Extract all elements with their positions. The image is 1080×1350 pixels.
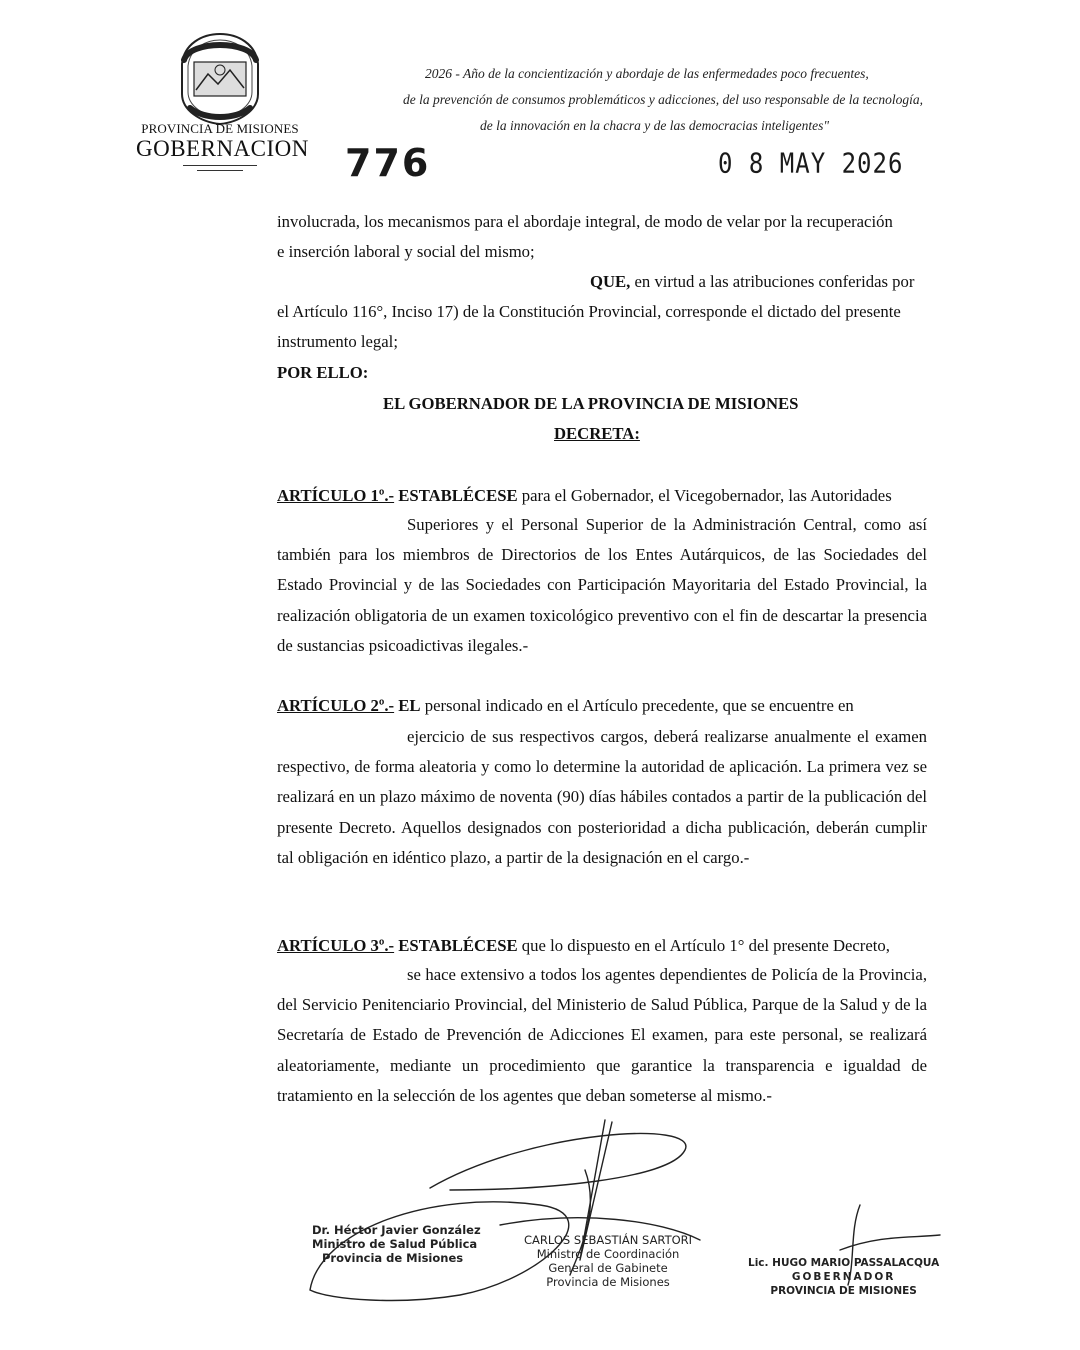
art3-body: se hace extensivo a todos los agentes dependientes de Policía de la Provincia, del Servicio Penitenciario Provincial, del Ministerio de Salud Pública, Parque de la Salud y de la Secretaría de Estado de Prevención de Adicciones El examen, para este personal, se realizará aleatoriamente, mediante un procedimiento que garantice la transparencia e igualdad de tratamiento en la selección de los agentes que deban someterse al mismo.- <box>277 965 927 1105</box>
art2-body: ejercicio de sus respectivos cargos, deberá realizarse anualmente el examen respectivo, de forma aleatoria y como lo determine la autoridad de aplicación. La primera vez se realizará en un plazo máximo de noventa (90) días hábiles contados a partir de la publicación del presente Decreto. Aquellos designados con posterioridad a dicha publicación, deberán cumplir tal obligación en idéntico plazo, a partir de la designación en el cargo.- <box>277 727 927 867</box>
que-line-1 <box>590 272 914 292</box>
governor-heading: EL GOBERNADOR DE LA PROVINCIA DE MISIONES <box>383 394 799 413</box>
signature-2-province: Provincia de Misiones <box>546 1275 670 1289</box>
art1-body: Superiores y el Personal Superior de la Administración Central, como así también para los miembros de Directorios de los Entes Autárquicos, de las Sociedades del Estado Provincial y de las Sociedades con Participación Mayoritaria del Estado Provincial, la realización obligatoria de un examen toxicológico preventivo con el fin de descartar la presencia de sustancias psicoadictivas ilegales.- <box>277 515 927 655</box>
signature-3-name: Lic. HUGO MARIO PASSALACQUA <box>748 1257 940 1269</box>
art3-keyword: ESTABLÉCESE <box>398 936 518 955</box>
signature-2 <box>524 1233 692 1289</box>
art2-first-line <box>277 696 854 716</box>
office-label: GOBERNACION <box>136 136 309 161</box>
art1-first-line <box>277 486 892 506</box>
art3-label: ARTÍCULO 3º.- <box>277 936 395 955</box>
signature-1-province: Provincia de Misiones <box>322 1251 464 1265</box>
signature-2-title: Ministro de Coordinación <box>536 1247 680 1261</box>
signature-1 <box>312 1223 481 1265</box>
motto-line-1: 2026 - Año de la concientización y abordaje de las enfermedades poco frecuentes, <box>425 66 869 81</box>
signature-1-title: Ministro de Salud Pública <box>312 1237 478 1251</box>
signature-1-name: Dr. Héctor Javier González <box>312 1223 481 1237</box>
art3-first-line <box>277 936 890 956</box>
divider <box>197 170 243 171</box>
signature-3-title: GOBERNADOR <box>791 1271 896 1283</box>
motto-line-3: de la innovación en la chacra y de las democracias inteligentes" <box>480 118 830 133</box>
province-label: PROVINCIA DE MISIONES <box>141 121 299 136</box>
art3-text-1: que lo dispuesto en el Artículo 1° del presente Decreto, <box>517 936 890 955</box>
divider <box>183 165 257 166</box>
art1-text-1: para el Gobernador, el Vicegobernador, las Autoridades <box>517 486 892 505</box>
que-lead: QUE, <box>590 272 631 291</box>
decreta-heading: DECRETA: <box>554 424 640 443</box>
intro-line-1: involucrada, los mecanismos para el abordaje integral, de modo de velar por la recuperación <box>277 212 893 231</box>
signature-2-name: CARLOS SEBASTIÁN SARTORI <box>524 1233 693 1247</box>
decree-number: 776 <box>345 141 431 185</box>
que-line-3: instrumento legal; <box>277 332 398 351</box>
art2-text-1: personal indicado en el Artículo precedente, que se encuentre en <box>420 696 854 715</box>
por-ello: POR ELLO: <box>277 363 369 382</box>
signature-2-title-2: General de Gabinete <box>548 1261 668 1275</box>
provincial-seal <box>176 30 264 126</box>
motto-line-2: de la prevención de consumos problemáticos y adicciones, del uso responsable de la tecnología, <box>403 92 924 107</box>
que-rest: en virtud a las atribuciones conferidas por <box>630 272 915 291</box>
art1-label: ARTÍCULO 1º.- <box>277 486 395 505</box>
intro-line-2: e inserción laboral y social del mismo; <box>277 242 535 261</box>
signature-3 <box>748 1256 939 1298</box>
que-line-2: el Artículo 116°, Inciso 17) de la Constitución Provincial, corresponde el dictado del presente <box>277 302 901 321</box>
art1-keyword: ESTABLÉCESE <box>398 486 518 505</box>
art2-label: ARTÍCULO 2º.- <box>277 696 395 715</box>
art2-keyword: EL <box>398 696 421 715</box>
signature-3-province: PROVINCIA DE MISIONES <box>770 1285 917 1297</box>
decree-date: 0 8 MAY 2026 <box>718 147 904 180</box>
